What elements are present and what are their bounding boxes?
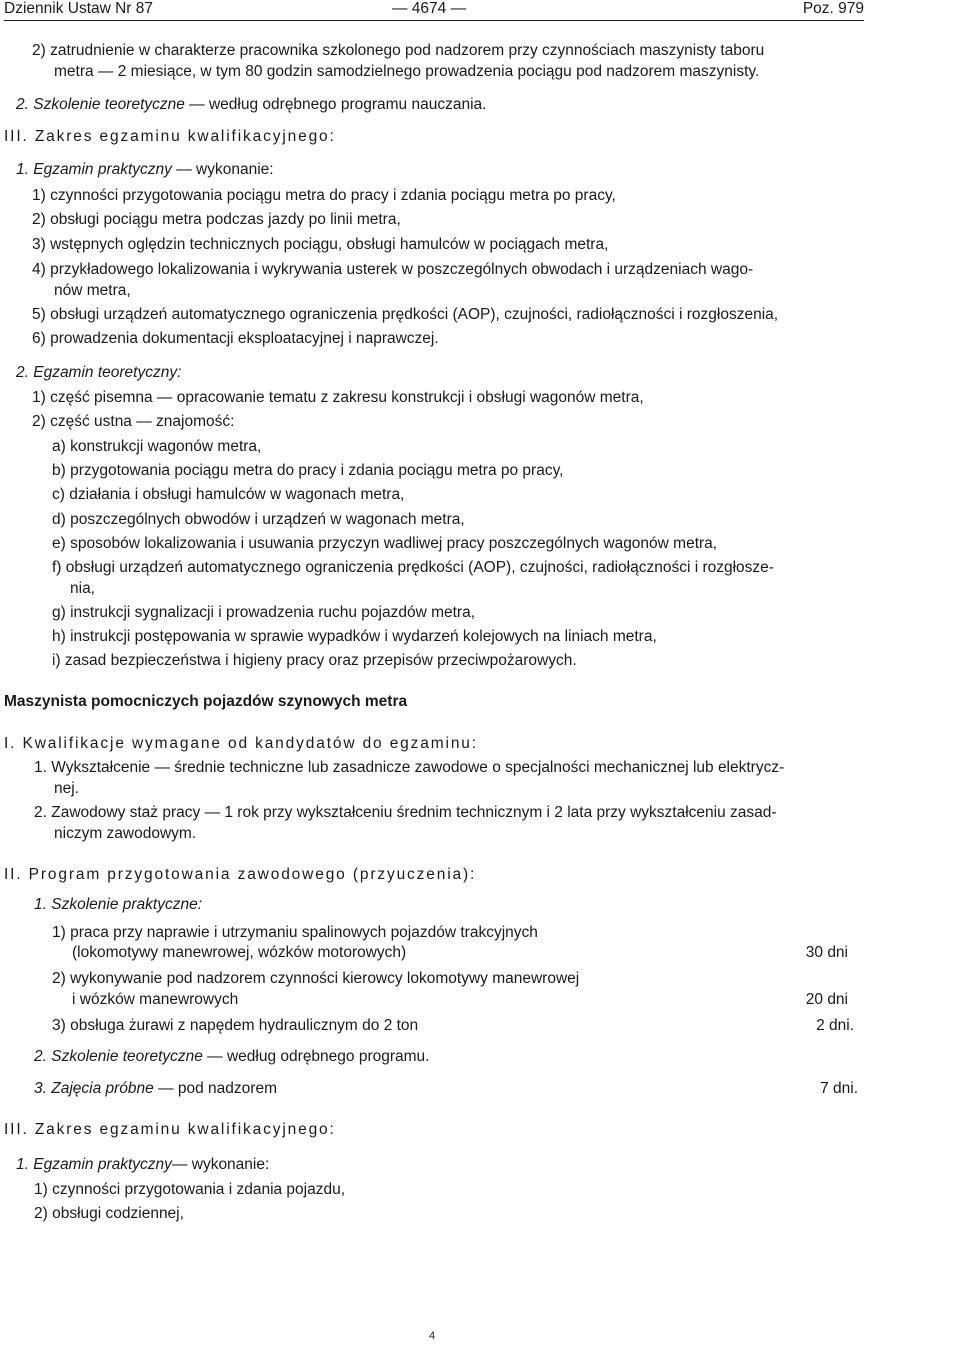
section-heading: 1. Egzamin praktyczny— wykonanie:	[16, 1156, 270, 1173]
text-line: 2) zatrudnienie w charakterze pracownika szkolonego pod nadzorem przy czynnościach maszynisty taboru	[32, 42, 765, 59]
sub-item: b) przygotowania pociągu metra do pracy i zdania pociągu metra po pracy,	[52, 462, 564, 479]
list-item: 4) przykładowego lokalizowania i wykrywania usterek w poszczególnych obwodach i urządzeniach wago-	[32, 261, 754, 278]
list-item: 1) czynności przygotowania i zdania pojazdu,	[34, 1181, 346, 1198]
page-header	[4, 0, 864, 21]
sub-item: h) instrukcji postępowania w sprawie wypadków i wydarzeń kolejowych na liniach metra,	[52, 628, 657, 645]
section-heading: 2. Szkolenie teoretyczne — według odrębnego programu nauczania.	[16, 96, 487, 113]
sub-item: i) zasad bezpieczeństwa i higieny pracy oraz przepisów przeciwpożarowych.	[52, 652, 577, 669]
section-heading: I. Kwalifikacje wymagane od kandydatów do egzaminu:	[4, 735, 478, 752]
section-heading: 1. Egzamin praktyczny — wykonanie:	[16, 161, 274, 178]
text-line: metra — 2 miesiące, w tym 80 godzin samodzielnego prowadzenia pociągu pod nadzorem maszynisty.	[54, 63, 760, 80]
list-item: 2) część ustna — znajomość:	[32, 413, 235, 430]
list-item: 2) wykonywanie pod nadzorem czynności kierowcy lokomotywy manewrowej	[52, 970, 580, 987]
list-item-continuation: (lokomotywy manewrowej, wózków motorowych)	[72, 944, 407, 961]
sub-item: c) działania i obsługi hamulców w wagonach metra,	[52, 486, 405, 503]
section-heading: II. Program przygotowania zawodowego (przyuczenia):	[4, 866, 477, 883]
list-item: 1. Wykształcenie — średnie techniczne lub zasadnicze zawodowe o specjalności mechanicznej lub elektrycz-	[34, 759, 785, 776]
list-item: 1) praca przy naprawie i utrzymaniu spalinowych pojazdów trakcyjnych	[52, 924, 538, 941]
list-item: 3) obsługa żurawi z napędem hydraulicznym do 2 ton	[52, 1017, 419, 1034]
list-item-continuation: nej.	[54, 780, 79, 797]
list-item: 5) obsługi urządzeń automatycznego ograniczenia prędkości (AOP), czujności, radiołączności i rozgłoszenia,	[32, 306, 779, 323]
duration-value: 7 dni.	[820, 1080, 858, 1097]
subsection-heading: 2. Szkolenie teoretyczne — według odrębnego programu.	[34, 1048, 430, 1065]
sub-item-continuation: nia,	[70, 580, 95, 597]
list-item: 1) czynności przygotowania pociągu metra do pracy i zdania pociągu metra po pracy,	[32, 187, 616, 204]
list-item: 3) wstępnych oględzin technicznych pociągu, obsługi hamulców w pociągach metra,	[32, 236, 609, 253]
section-heading: 2. Egzamin teoretyczny:	[16, 364, 182, 381]
duration-value: 30 dni	[805, 944, 848, 961]
list-item: 2) obsługi codziennej,	[34, 1205, 184, 1222]
list-item: 6) prowadzenia dokumentacji eksploatacyjnej i naprawczej.	[32, 330, 439, 347]
sub-item: e) sposobów lokalizowania i usuwania przyczyn wadliwej pracy poszczególnych wagonów metra,	[52, 535, 718, 552]
list-item-continuation: i wózków manewrowych	[72, 991, 239, 1008]
sub-item: g) instrukcji sygnalizacji i prowadzenia ruchu pojazdów metra,	[52, 604, 475, 621]
subsection-heading: 3. Zajęcia próbne — pod nadzorem	[34, 1080, 277, 1097]
list-item-continuation: niczym zawodowym.	[54, 825, 197, 842]
section-heading: III. Zakres egzaminu kwalifikacyjnego:	[4, 1121, 336, 1138]
list-item: 1) część pisemna — opracowanie tematu z zakresu konstrukcji i obsługi wagonów metra,	[32, 389, 644, 406]
duration-value: 2 dni.	[816, 1017, 854, 1034]
position-number: Poz. 979	[802, 0, 864, 17]
list-item: 2) obsługi pociągu metra podczas jazdy po linii metra,	[32, 211, 401, 228]
page-number: — 4674 —	[392, 0, 467, 17]
duration-value: 20 dni	[805, 991, 848, 1008]
section-heading: III. Zakres egzaminu kwalifikacyjnego:	[4, 128, 336, 145]
page-mark: 4	[428, 1330, 436, 1342]
list-item: 2. Zawodowy staż pracy — 1 rok przy wykształceniu średnim technicznym i 2 lata przy wykształceniu zasad-	[34, 804, 777, 821]
journal-title: Dziennik Ustaw Nr 87	[4, 0, 154, 17]
sub-item: f) obsługi urządzeń automatycznego ograniczenia prędkości (AOP), czujności, radiołączności i rozgłosze-	[52, 559, 774, 576]
sub-item: a) konstrukcji wagonów metra,	[52, 438, 262, 455]
sub-item: d) poszczególnych obwodów i urządzeń w wagonach metra,	[52, 511, 465, 528]
subsection-heading: 1. Szkolenie praktyczne:	[34, 896, 203, 913]
profession-heading: Maszynista pomocniczych pojazdów szynowych metra	[4, 693, 408, 710]
list-item-continuation: nów metra,	[54, 282, 131, 299]
